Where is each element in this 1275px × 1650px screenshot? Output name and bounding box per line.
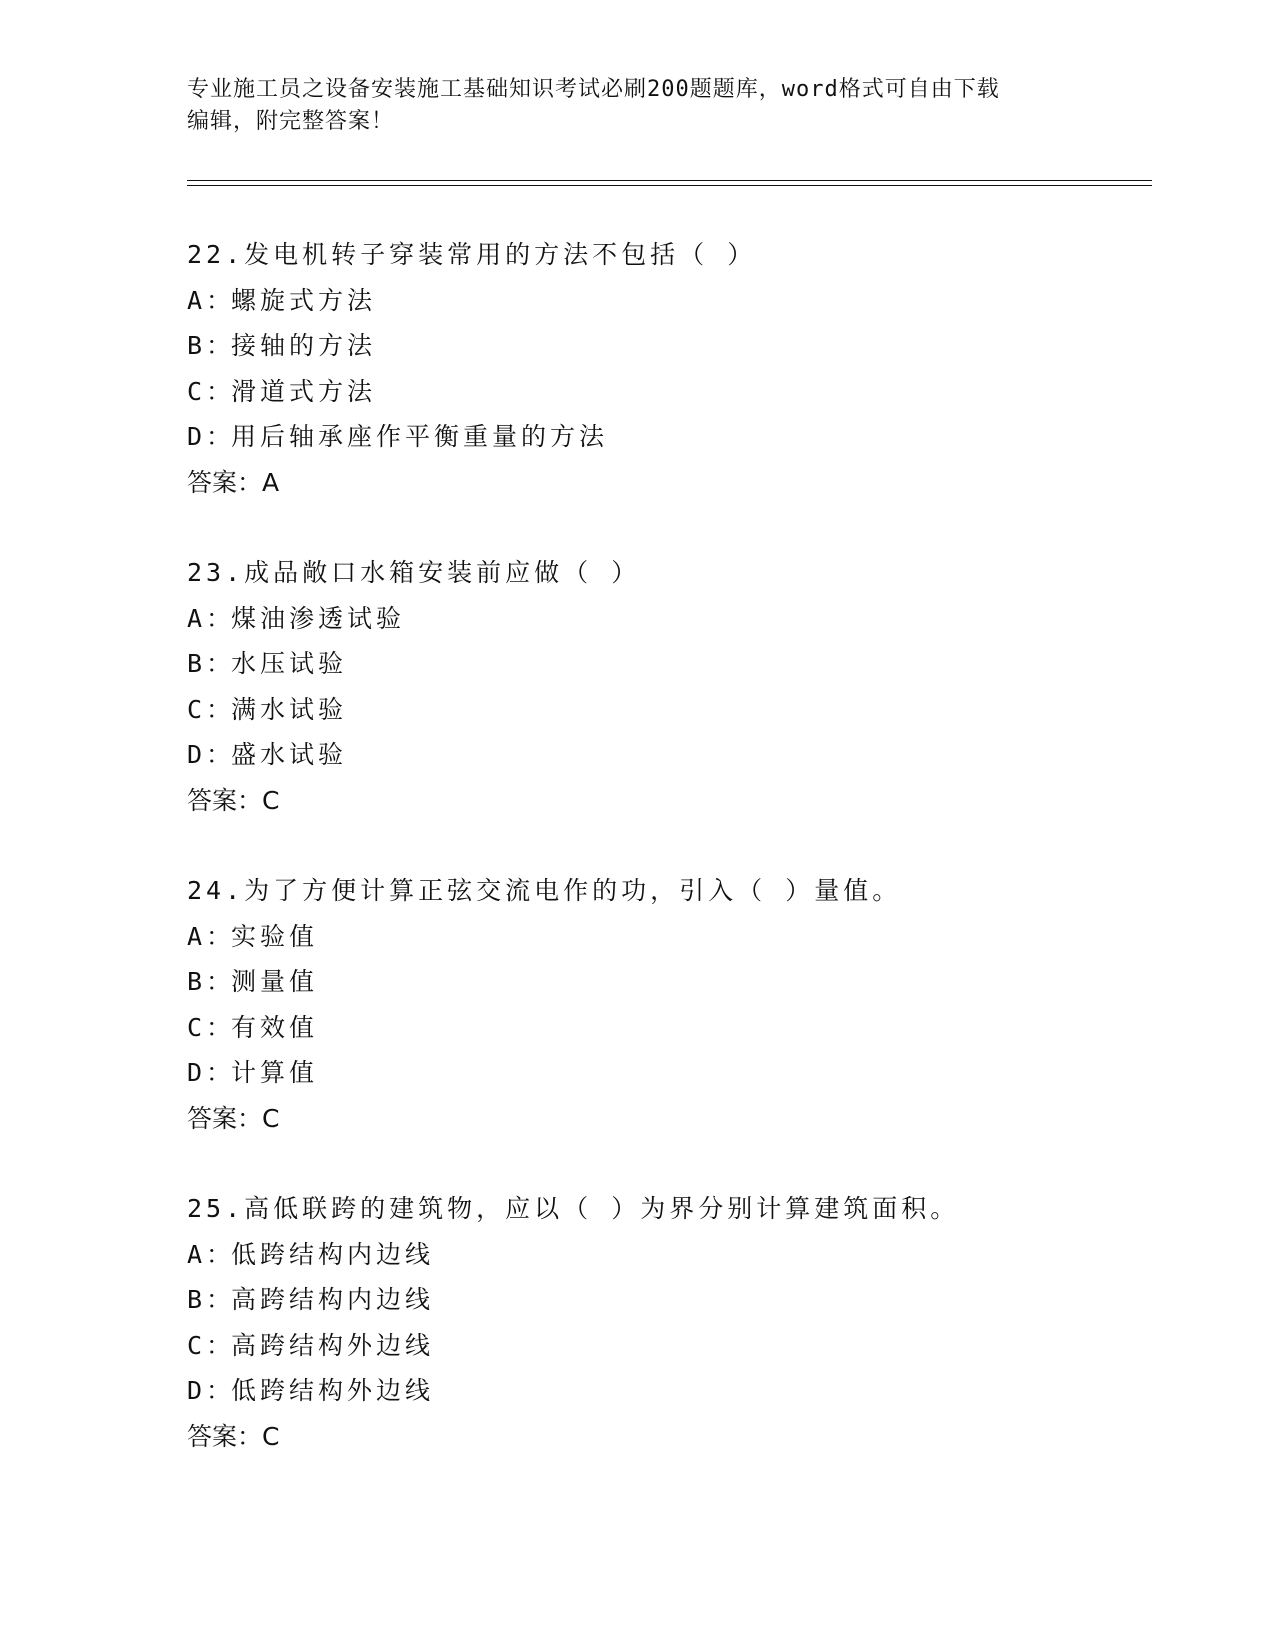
option-text: 滑道式方法 — [231, 376, 377, 406]
option-letter: B： — [187, 331, 236, 360]
option-text: 有效值 — [231, 1012, 319, 1042]
document-header — [187, 74, 1087, 138]
option-letter: C： — [187, 1012, 236, 1042]
answer: 答案：C — [187, 1103, 280, 1133]
header-divider-top — [187, 180, 1152, 181]
option-letter: A： — [187, 921, 236, 951]
option-text: 盛水试验 — [231, 740, 348, 769]
question-stem: 24.为了方便计算正弦交流电作的功，引入（ ）量值。 — [187, 876, 902, 905]
option-letter: C： — [187, 376, 236, 406]
question-list — [187, 232, 1167, 1504]
option-c — [187, 687, 1167, 733]
option-letter: A： — [187, 603, 236, 633]
option-d — [187, 732, 1167, 778]
option-text: 满水试验 — [231, 694, 348, 724]
option-c — [187, 369, 1167, 415]
option-text: 螺旋式方法 — [231, 285, 377, 315]
option-text: 实验值 — [231, 921, 319, 951]
option-letter: D： — [187, 422, 236, 451]
option-letter: A： — [187, 1239, 236, 1269]
option-letter: D： — [187, 740, 236, 769]
option-letter: B： — [187, 967, 236, 996]
header-line-1: 专业施工员之设备安装施工基础知识考试必刷200题题库，word格式可自由下载 — [187, 77, 1000, 102]
option-c — [187, 1005, 1167, 1051]
option-a — [187, 1232, 1167, 1278]
option-d — [187, 1368, 1167, 1414]
option-text: 测量值 — [231, 967, 319, 996]
option-c — [187, 1323, 1167, 1369]
question-23 — [187, 550, 1167, 823]
question-24 — [187, 868, 1167, 1141]
option-text: 高跨结构内边线 — [231, 1285, 435, 1314]
option-b — [187, 959, 1167, 1005]
option-a — [187, 914, 1167, 960]
option-a — [187, 278, 1167, 324]
answer: 答案：A — [187, 467, 280, 497]
option-b — [187, 1277, 1167, 1323]
answer: 答案：C — [187, 785, 280, 815]
option-text: 用后轴承座作平衡重量的方法 — [231, 422, 609, 451]
option-a — [187, 596, 1167, 642]
option-text: 高跨结构外边线 — [231, 1330, 435, 1360]
header-line-2: 编辑，附完整答案！ — [187, 109, 395, 134]
option-letter: B： — [187, 649, 236, 678]
option-letter: C： — [187, 1330, 236, 1360]
option-text: 计算值 — [231, 1058, 319, 1087]
header-divider-bottom — [187, 185, 1152, 186]
option-d — [187, 414, 1167, 460]
question-22 — [187, 232, 1167, 505]
option-letter: C： — [187, 694, 236, 724]
question-25 — [187, 1186, 1167, 1459]
option-b — [187, 641, 1167, 687]
question-stem: 22.发电机转子穿装常用的方法不包括（ ） — [187, 240, 757, 269]
option-b — [187, 323, 1167, 369]
option-text: 煤油渗透试验 — [231, 603, 406, 633]
question-stem: 23.成品敞口水箱安装前应做（ ） — [187, 558, 641, 587]
option-letter: A： — [187, 285, 236, 315]
option-letter: D： — [187, 1058, 236, 1087]
option-text: 水压试验 — [231, 649, 348, 678]
option-d — [187, 1050, 1167, 1096]
question-stem: 25.高低联跨的建筑物，应以（ ）为界分别计算建筑面积。 — [187, 1194, 960, 1223]
option-text: 低跨结构内边线 — [231, 1239, 435, 1269]
option-text: 低跨结构外边线 — [231, 1376, 435, 1405]
answer: 答案：C — [187, 1421, 280, 1451]
option-letter: D： — [187, 1376, 236, 1405]
option-letter: B： — [187, 1285, 236, 1314]
option-text: 接轴的方法 — [231, 331, 377, 360]
